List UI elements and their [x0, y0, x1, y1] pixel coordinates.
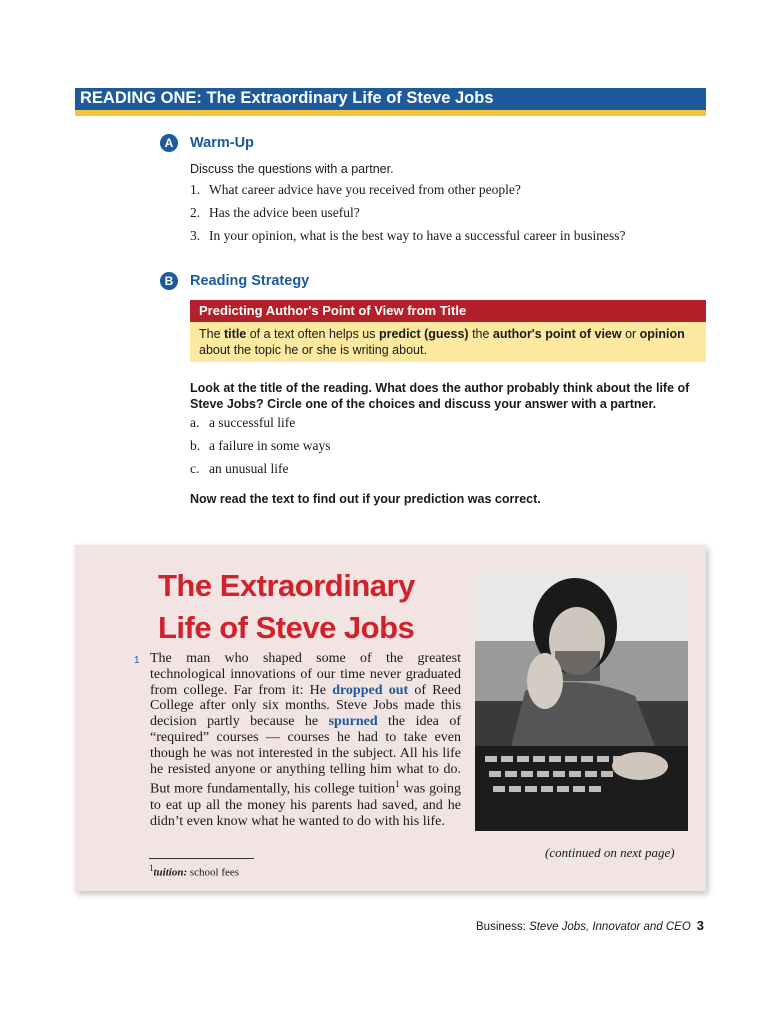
strategy-box-title: Predicting Author's Point of View from Title [190, 300, 706, 322]
strategy-box [190, 300, 706, 362]
list-item: b. a failure in some ways [190, 438, 331, 453]
warmup-title: Warm-Up [190, 135, 254, 151]
list-item: 2. Has the advice been useful? [190, 205, 360, 220]
article-body: The man who shaped some of the greatest technological innovations of our time never graduated from college. Far from it: He dropped out of Reed College after only six months. Steve Jobs made this decision partly because he spurned the idea of “required” courses — courses he had to take even though he was not interested in the subject. All his life he resisted anyone or anything telling him what to do. But more fundamentally, his college tuition$^1$ was going to eat up all the money his parents had saved, and he didn’t even know what he wanted to do with his life. [150, 651, 462, 829]
steve-jobs-photo [475, 571, 688, 831]
list-item: 3. In your opinion, what is the best way to have a successful career in business? [190, 228, 626, 243]
footnote: $^1$tuition: school fees [149, 863, 240, 879]
vocab-dropped-out: dropped out [332, 682, 409, 698]
header-underline [75, 110, 706, 116]
article-panel [75, 545, 706, 891]
section-a-badge: A [160, 134, 178, 152]
warmup-heading [160, 134, 254, 152]
warmup-questions [190, 182, 626, 251]
list-item: 1. What career advice have you received from other people? [190, 182, 521, 197]
article-title: The Extraordinary Life of Steve Jobs [158, 568, 415, 645]
vocab-spurned: spurned [328, 714, 378, 730]
strategy-prompt: Look at the title of the reading. What does the author probably think about the life of Steve Jobs? Circle one of the choices and discuss your answer with a partner. [190, 381, 690, 411]
strategy-title: Reading Strategy [190, 273, 310, 289]
list-item: c. an unusual life [190, 461, 289, 476]
page-number: 3 [696, 918, 705, 933]
strategy-after: Now read the text to find out if your prediction was correct. [190, 492, 541, 506]
strategy-heading [160, 272, 309, 290]
continued-note: (continued on next page) [545, 845, 675, 860]
warmup-instruction: Discuss the questions with a partner. [190, 162, 394, 176]
page-footer: Business: Steve Jobs, Innovator and CEO 3 [476, 918, 705, 933]
strategy-box-text: The title of a text often helps us predict (guess) the author's point of view or opinion about the topic he or she is writing about. [190, 322, 706, 362]
section-b-badge: B [160, 272, 178, 290]
footnote-rule [149, 858, 254, 859]
strategy-choices [190, 415, 330, 484]
paragraph-number: 1 [134, 655, 140, 666]
list-item: a. a successful life [190, 415, 296, 430]
reading-header: READING ONE: The Extraordinary Life of Steve Jobs [75, 88, 706, 110]
